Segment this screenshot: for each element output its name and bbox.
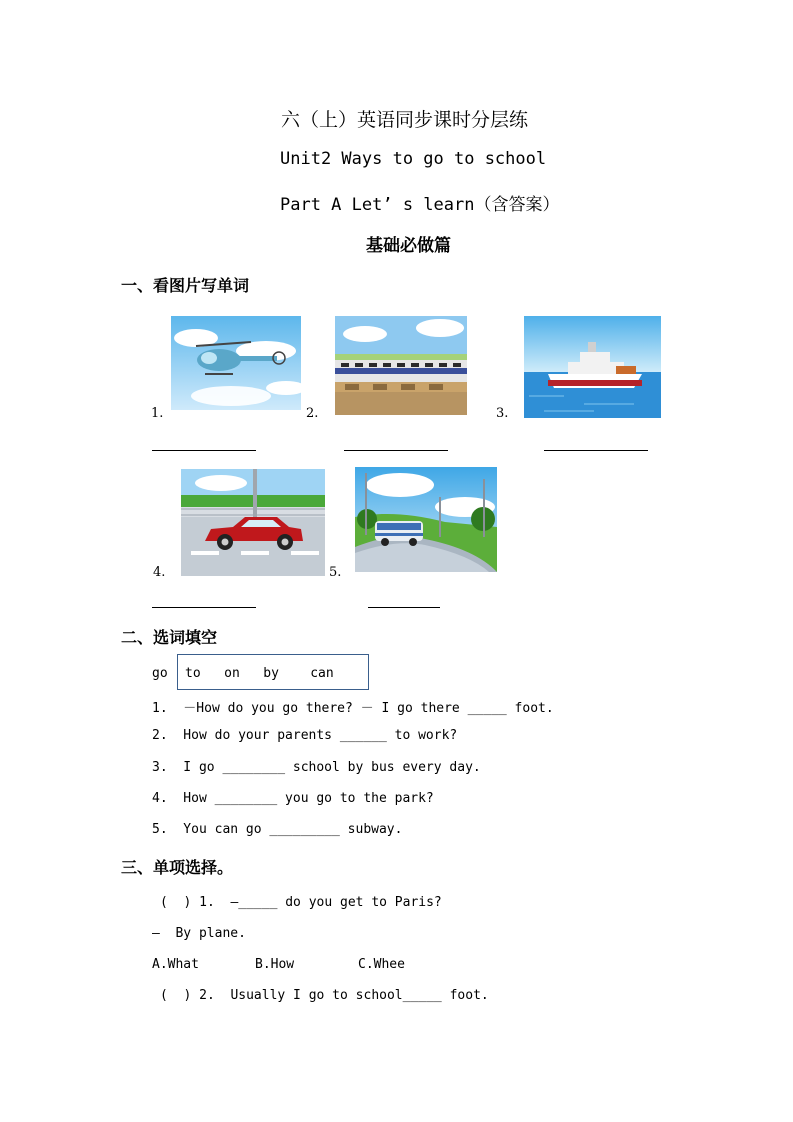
answer-blank-2[interactable] (344, 450, 448, 451)
choice-question-2: ( ) 2. Usually I go to school_____ foot. (160, 988, 489, 1003)
item-5-number: 5. (329, 565, 342, 580)
helicopter-picture (171, 316, 301, 410)
choice-question-1-reply: — By plane. (152, 926, 246, 941)
answer-blank-1[interactable] (152, 450, 256, 451)
lesson-title: Part A Let’ s learn（含答案） (280, 195, 560, 215)
fill-question-3: 3. I go ________ school by bus every day. (152, 760, 481, 775)
word-bank-words: to on by can (185, 666, 334, 681)
level-title: 基础必做篇 (366, 236, 451, 256)
word-go: go (152, 666, 168, 681)
option-a: A.What (152, 957, 199, 972)
item-4-number: 4. (153, 565, 166, 580)
option-c: C.Whee (358, 957, 405, 972)
fill-question-5: 5. You can go _________ subway. (152, 822, 403, 837)
section-2-title: 二、选词填空 (121, 628, 218, 647)
section-3-title: 三、单项选择。 (121, 858, 234, 877)
item-3-number: 3. (496, 406, 509, 421)
ship-picture (524, 316, 661, 418)
option-b: B.How (255, 957, 295, 972)
section-1-title: 一、看图片写单词 (121, 276, 250, 295)
bus-picture (355, 467, 497, 572)
fill-question-4: 4. How ________ you go to the park? (152, 791, 434, 806)
fill-question-2: 2. How do your parents ______ to work? (152, 728, 458, 743)
fill-question-1: 1. －How do you go there? － I go there _____ foot. (152, 701, 554, 716)
item-2-number: 2. (306, 406, 319, 421)
item-1-number: 1. (151, 406, 164, 421)
worksheet-title: 六（上）英语同步课时分层练 (281, 109, 529, 131)
unit-title: Unit2 Ways to go to school (280, 149, 547, 169)
choice-question-1: ( ) 1. —_____ do you get to Paris? (160, 895, 442, 910)
answer-blank-4[interactable] (152, 607, 256, 608)
answer-blank-3[interactable] (544, 450, 648, 451)
answer-blank-5[interactable] (368, 607, 440, 608)
train-picture (335, 316, 467, 415)
car-picture (181, 469, 325, 576)
